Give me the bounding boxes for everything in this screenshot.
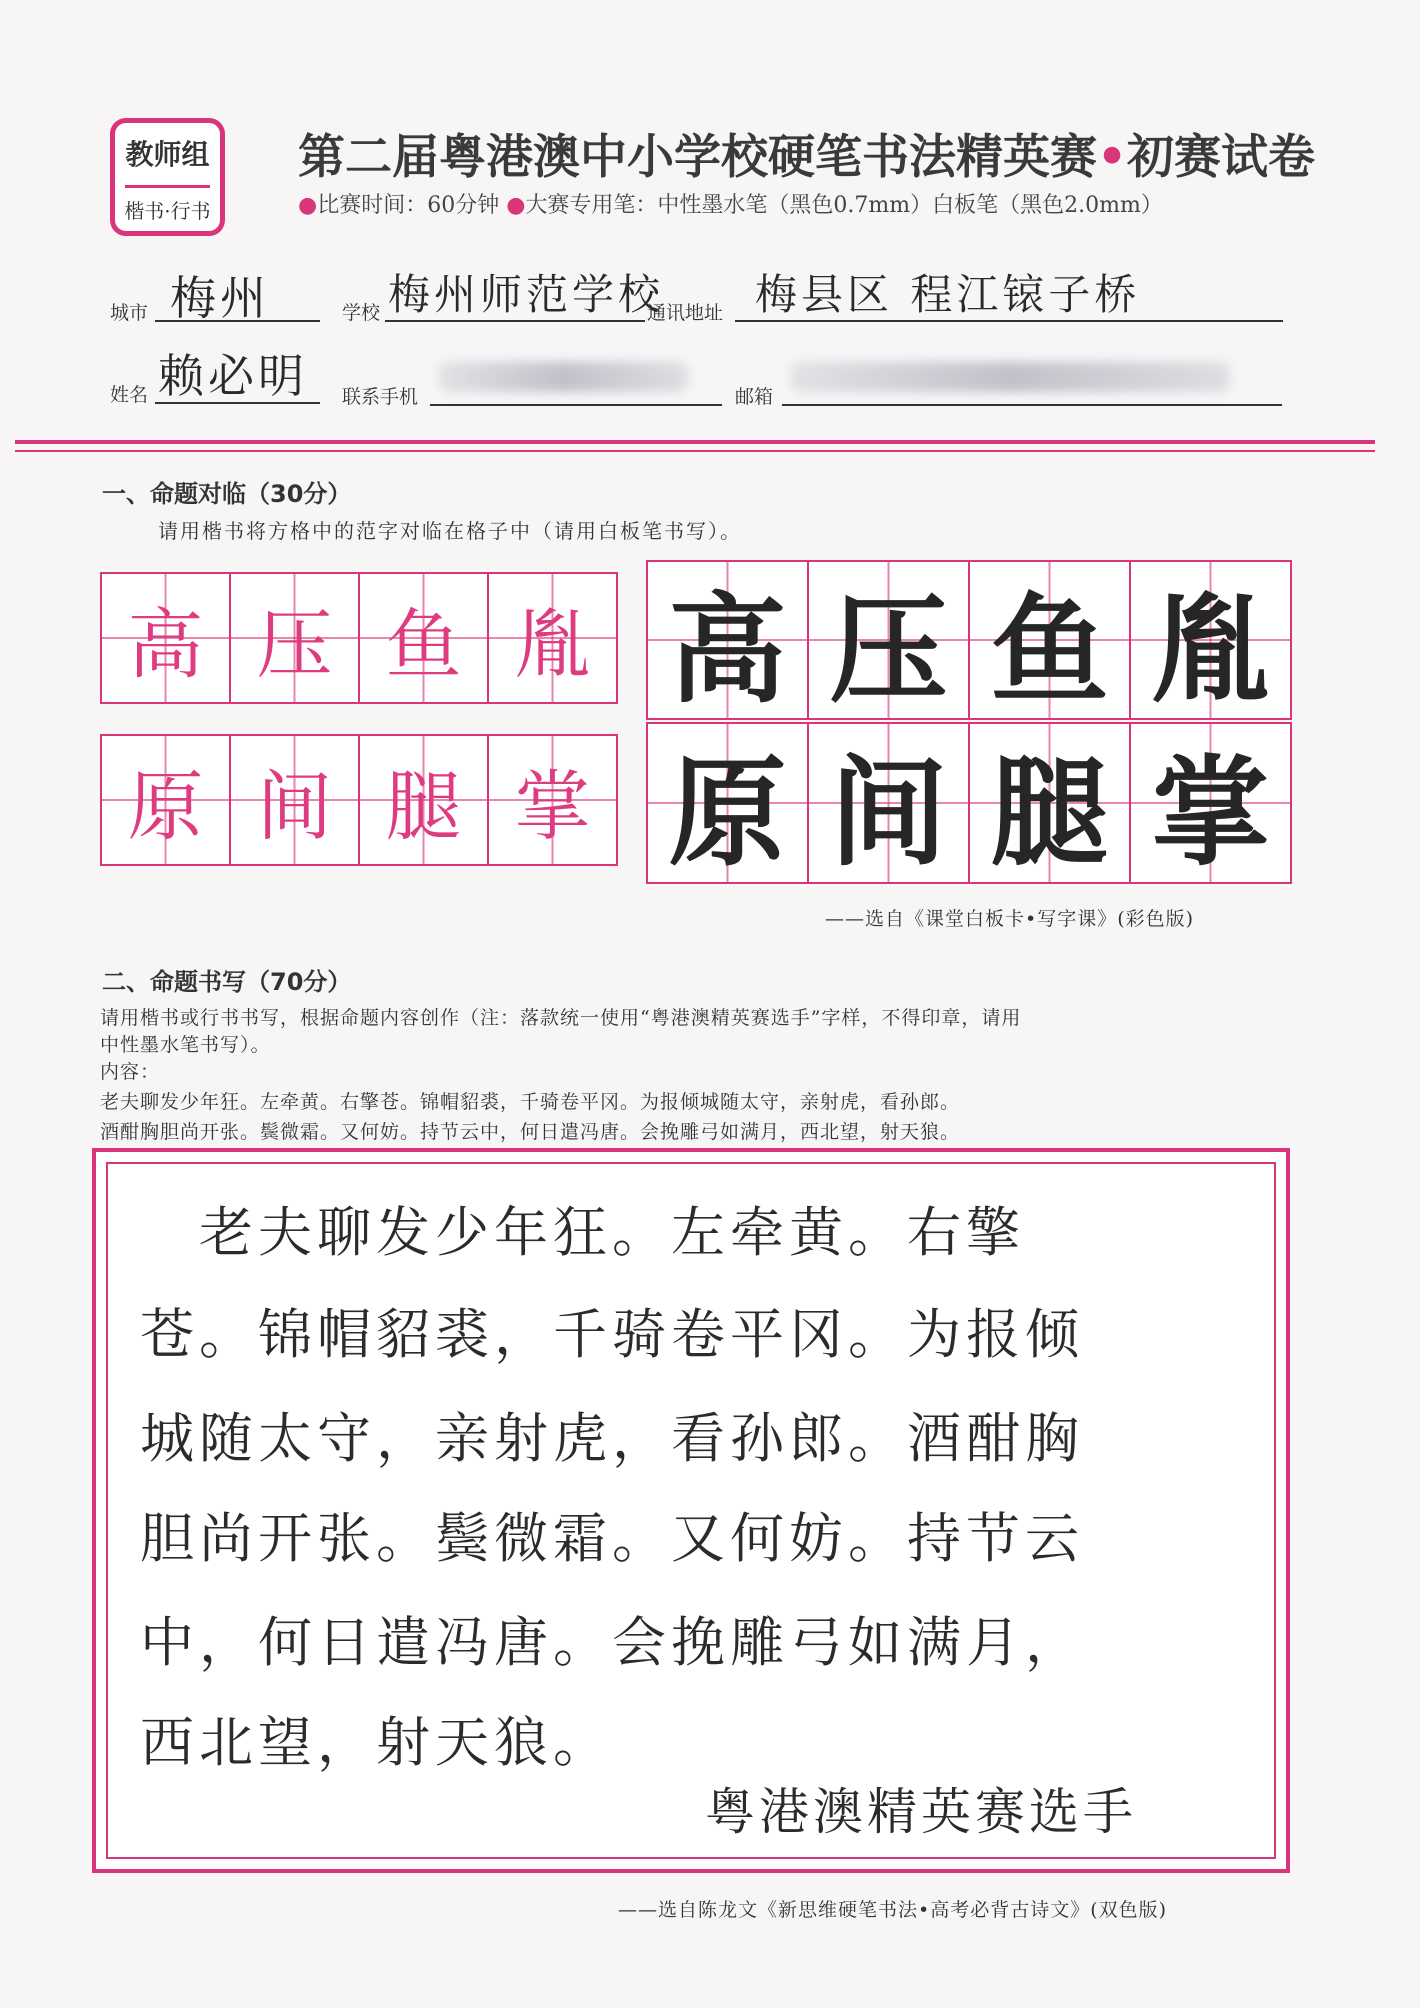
bullet-icon: ● [506,193,526,218]
written-char: 腿 [970,724,1131,882]
model-char: 原 [102,736,231,864]
section2-instruction-line2: 中性墨水笔书写）。 [100,1034,271,1056]
page-title [298,120,1318,187]
model-char: 间 [231,736,360,864]
group-label: 教师组 [125,138,210,171]
written-char: 胤 [1131,562,1290,718]
address-field[interactable] [735,320,1283,322]
phone-redacted [438,362,688,392]
school-field[interactable] [385,320,645,322]
title-dot: • [1097,130,1128,185]
group-sub-label: 楷书·行书 [124,199,211,223]
address-label: 通讯地址 [647,302,724,324]
model-char: 鱼 [360,574,489,702]
email-label: 邮箱 [735,386,774,408]
email-redacted [790,362,1230,392]
content-line2: 酒酣胸胆尚开张。鬓微霜。又何妨。持节云中，何日遣冯唐。会挽雕弓如满月，西北望，射天狼。 [100,1121,961,1143]
composition-signature: 粤港澳精英赛选手 [705,1783,1137,1841]
content-label: 内容： [100,1061,161,1083]
section2-credit: ——选自陈龙文《新思维硬笔书法•高考必背古诗文》(双色版) [618,1899,1168,1921]
name-value: 赖必明 [158,349,308,403]
section1-heading: 一、命题对临（30分） [102,480,352,508]
city-value: 梅州 [170,271,270,325]
title-tail: 初赛试卷 [1127,130,1316,185]
model-grid-row1 [100,572,618,704]
group-badge [110,118,225,236]
section1-instruction: 请用楷书将方格中的范字对临在格子中（请用白板笔书写）。 [158,519,742,543]
name-label: 姓名 [110,384,149,406]
composition-line: 西北望，射天狼。 [140,1711,612,1774]
exam-time: 比赛时间：60分钟 [317,193,500,218]
written-char: 鱼 [970,562,1131,718]
header-divider [15,440,1375,444]
exam-pens: 大赛专用笔：中性墨水笔（黑色0.7mm）白板笔（黑色2.0mm） [525,193,1163,218]
composition-line: 中，何日遣冯唐。会挽雕弓如满月， [140,1611,1084,1674]
composition-line: 胆尚开张。鬓微霜。又何妨。持节云 [140,1507,1084,1570]
model-char: 胤 [489,574,616,702]
written-char: 压 [809,562,970,718]
header-divider-thin [15,450,1375,452]
bullet-icon: ● [298,193,318,218]
written-char: 间 [809,724,970,882]
email-field[interactable] [782,404,1282,406]
city-label: 城市 [110,302,149,324]
model-char: 掌 [489,736,616,864]
written-char: 掌 [1131,724,1290,882]
school-value: 梅州师范学校 [388,270,665,319]
composition-line: 苍。锦帽貂裘，千骑卷平冈。为报倾 [140,1303,1084,1366]
writing-grid-row1[interactable] [646,560,1292,720]
writing-grid-row2[interactable] [646,722,1292,884]
content-line1: 老夫聊发少年狂。左牵黄。右擎苍。锦帽貂裘，千骑卷平冈。为报倾城随太守，亲射虎，看孙郎。 [100,1091,961,1113]
written-char: 高 [648,562,809,718]
model-grid-row2 [100,734,618,866]
school-label: 学校 [342,302,381,324]
phone-label: 联系手机 [342,386,419,408]
section2-instruction-line1: 请用楷书或行书书写，根据命题内容创作（注：落款统一使用“粤港澳精英赛选手”字样，不得印章，请用 [100,1007,1022,1029]
name-field[interactable] [155,402,320,404]
exam-info [298,188,1308,219]
badge-divider [125,185,210,188]
composition-line: 城随太守，亲射虎，看孙郎。酒酣胸 [140,1407,1084,1470]
model-char: 腿 [360,736,489,864]
composition-line: 老夫聊发少年狂。左牵黄。右擎 [140,1201,1025,1264]
address-value: 梅县区 程江锿子桥 [755,270,1141,319]
phone-field[interactable] [430,404,722,406]
section2-heading: 二、命题书写（70分） [102,968,352,996]
model-char: 高 [102,574,231,702]
written-char: 原 [648,724,809,882]
section1-credit: ——选自《课堂白板卡•写字课》(彩色版) [825,908,1195,930]
model-char: 压 [231,574,360,702]
city-field[interactable] [155,320,320,322]
title-main: 第二届粤港澳中小学校硬笔书法精英赛 [298,130,1097,185]
